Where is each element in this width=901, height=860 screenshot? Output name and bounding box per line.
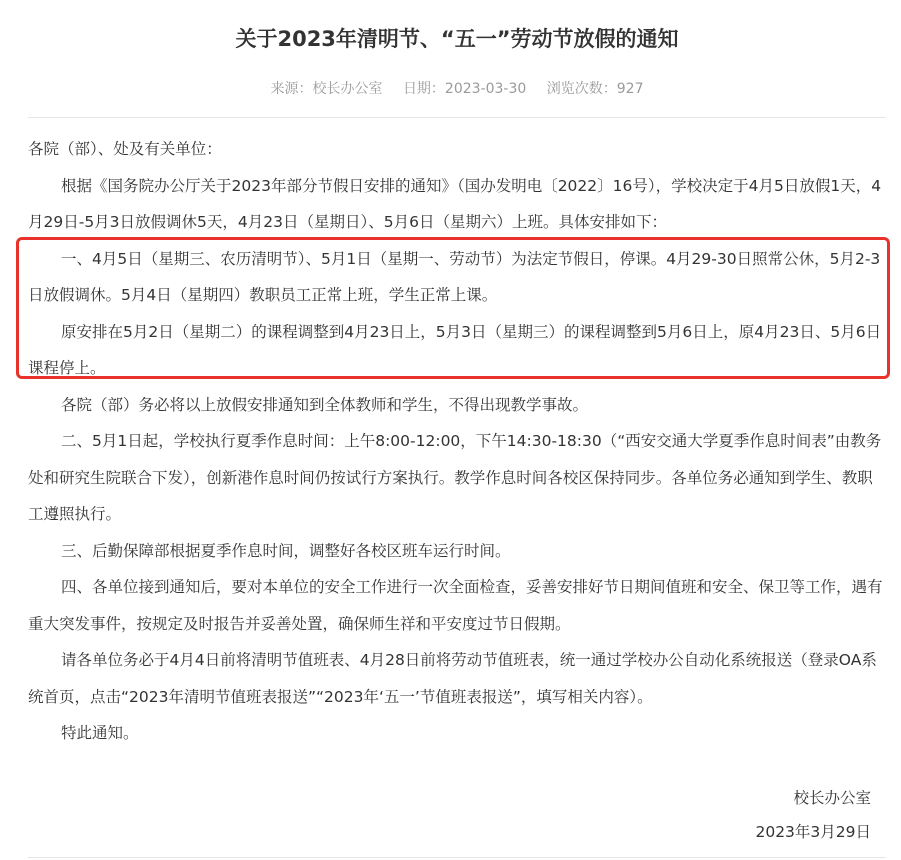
meta-views: 浏览次数：927 bbox=[546, 81, 644, 97]
content-paragraph: 原安排在5月2日（星期二）的课程调整到4月23日上，5月3日（星期三）的课程调整到5月6日上，原4月23日、5月6日课程停上。 bbox=[28, 322, 882, 377]
content-paragraph: 各院（部）务必将以上放假安排通知到全体教师和学生，不得出现教学事故。 bbox=[61, 395, 589, 414]
content-paragraph: 特此通知。 bbox=[61, 724, 139, 742]
meta-divider bbox=[28, 117, 886, 118]
signature-date: 2023年3月29日 bbox=[755, 823, 871, 841]
footer-divider bbox=[28, 857, 886, 858]
signature-office: 校长办公室 bbox=[793, 789, 871, 807]
content-paragraph: 一、4月5日（星期三、农历清明节）、5月1日（星期一、劳动节）为法定节假日，停课。4月29-30日照常公休，5月2-3日放假调休。5月4日（星期四）教职员工正常上班，学生正常上课。 bbox=[28, 249, 881, 304]
salutation-paragraph: 各院（部）、处及有关单位： bbox=[28, 140, 222, 158]
meta-date: 日期：2023-03-30 bbox=[402, 81, 527, 97]
content-paragraph: 请各单位务必于4月4日前将清明节值班表、4月28日前将劳动节值班表，统一通过学校办公自动化系统报送（登录OA系统首页，点击“2023年清明节值班表报送”“2023年‘五一’节值班表报送”，填写相关内容）。 bbox=[28, 651, 877, 706]
content-paragraph: 根据《国务院办公厅关于2023年部分节假日安排的通知》（国办发明电〔2022〕16号），学校决定于4月5日放假1天，4月29日-5月3日放假调休5天，4月23日（星期日）、5月6日（星期六）上班。具体安排如下： bbox=[28, 176, 882, 231]
content-paragraph: 四、各单位接到通知后，要对本单位的安全工作进行一次全面检查，妥善安排好节日期间值班和安全、保卫等工作，遇有重大突发事件，按规定及时报告并妥善处置，确保师生祥和平安度过节日假期。 bbox=[28, 578, 883, 633]
article-content bbox=[28, 131, 886, 752]
meta-source: 来源：校长办公室 bbox=[270, 81, 383, 97]
article-title: 关于2023年清明节、“五一”劳动节放假的通知 bbox=[235, 27, 679, 51]
content-paragraph: 三、后勤保障部根据夏季作息时间，调整好各校区班车运行时间。 bbox=[61, 541, 511, 560]
article-meta bbox=[28, 78, 886, 100]
content-paragraph: 二、5月1日起，学校执行夏季作息时间：上午8:00-12:00，下午14:30-18:30（“西安交通大学夏季作息时间表”由教务处和研究生院联合下发），创新港作息时间仍按试行方案执行。教学作息时间各校区保持同步。各单位务必通知到学生、教职工遵照执行。 bbox=[28, 432, 882, 523]
